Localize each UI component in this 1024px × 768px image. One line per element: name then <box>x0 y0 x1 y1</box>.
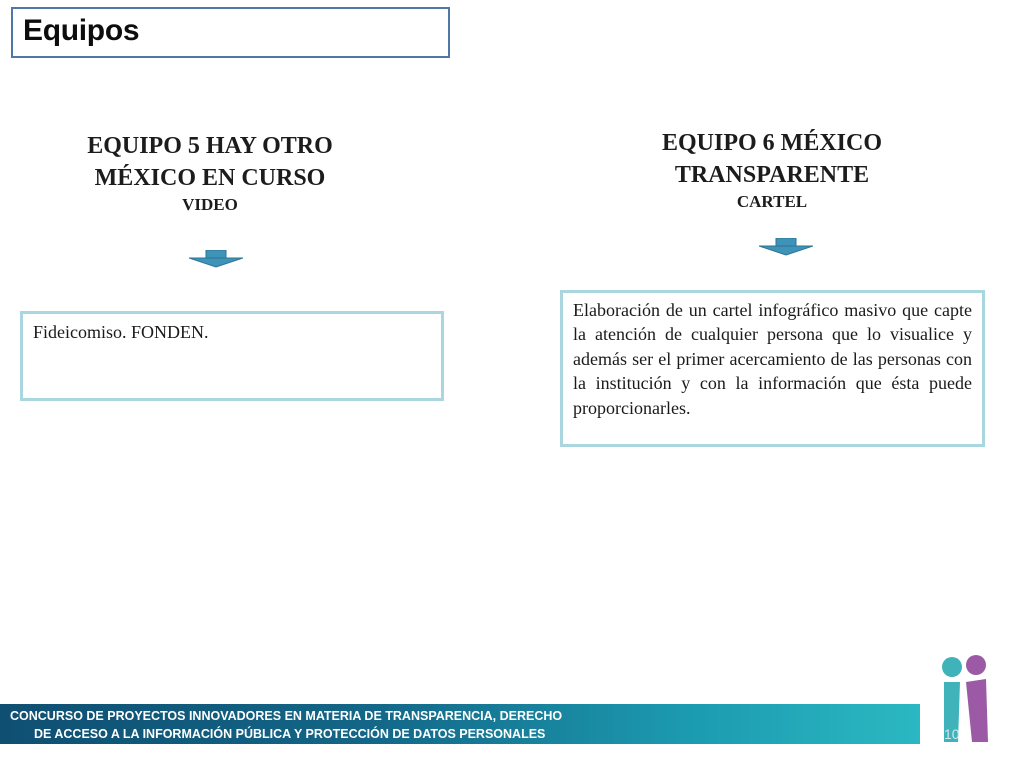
footer-line-1: CONCURSO DE PROYECTOS INNOVADORES EN MATERIA DE TRANSPARENCIA, DERECHO <box>10 709 563 723</box>
footer-text <box>10 707 610 743</box>
footer-line-2: DE ACCESO A LA INFORMACIÓN PÚBLICA Y PROTECCIÓN DE DATOS PERSONALES <box>34 727 546 741</box>
down-arrow-icon <box>759 238 813 256</box>
slide-title: Equipos <box>23 14 140 47</box>
team-6-format: CARTEL <box>736 192 808 211</box>
slide-title-box <box>11 7 450 58</box>
team-6-description-box <box>560 290 985 447</box>
team-5-description-box <box>20 311 444 401</box>
team-5-heading <box>60 130 360 216</box>
down-arrow-icon <box>189 250 243 268</box>
team-6-heading <box>622 127 922 213</box>
team-5-description: Fideicomiso. FONDEN. <box>33 322 209 342</box>
team-6-name-line2: TRANSPARENTE <box>674 162 870 188</box>
team-5-format: VIDEO <box>182 195 238 214</box>
team-5-name-line1: EQUIPO 5 HAY OTRO <box>87 133 333 159</box>
team-6-name-line1: EQUIPO 6 MÉXICO <box>661 130 882 156</box>
team-5-name-line2: MÉXICO EN CURSO <box>94 165 326 191</box>
page-number: 10 <box>944 726 960 742</box>
team-6-description: Elaboración de un cartel infográfico masivo que capte la atención de cualquier persona que lo visualice y además ser el primer acercamiento de las personas con la institución y con la información que ésta puede proporcionarles. <box>573 300 972 418</box>
